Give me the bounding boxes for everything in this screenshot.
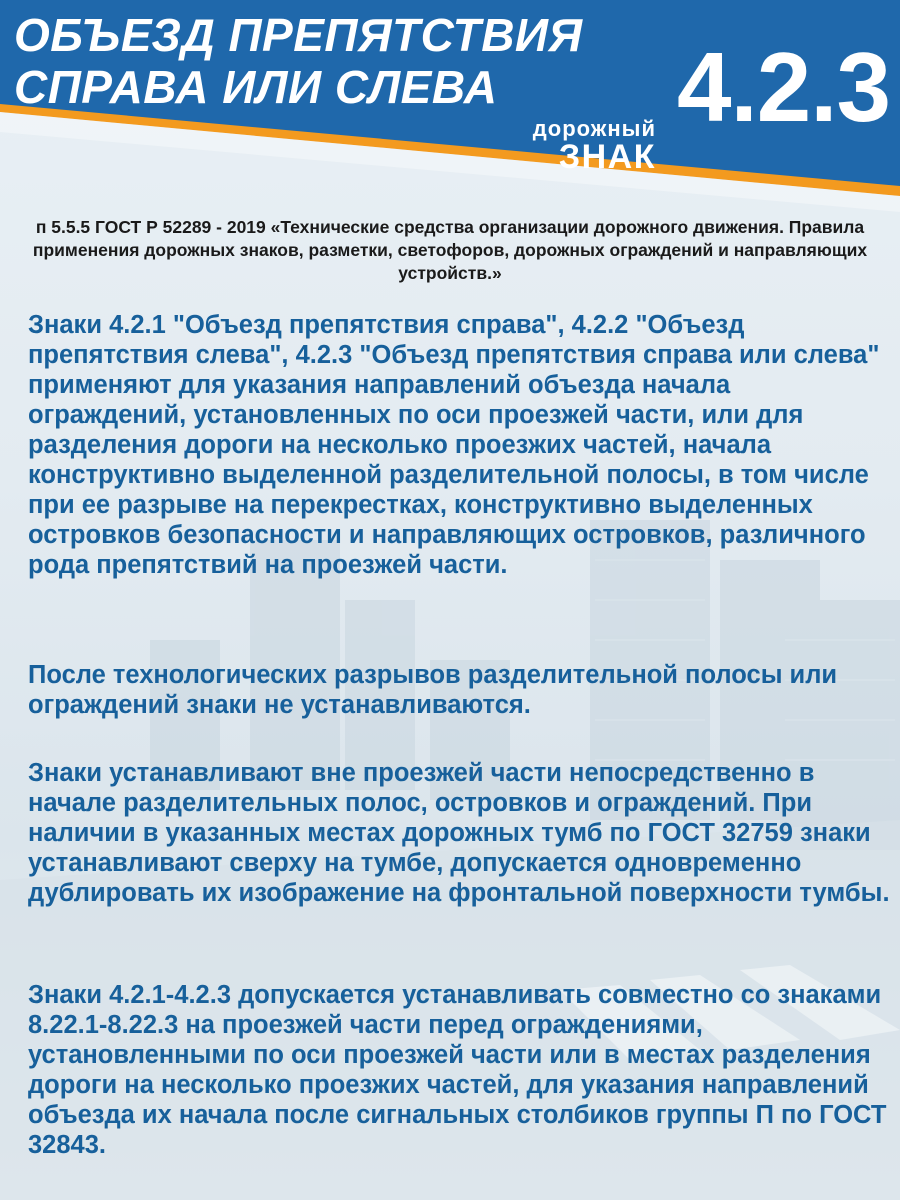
paragraph-application: Знаки 4.2.1 "Объезд препятствия справа", 4.2.2 "Объезд препятствия слева", 4.2.3 "Объезд препятствия справа или слева" применяют для указания направлений объезда начала ограждений, установленных по оси проезжей части, или для разделения дороги на несколько проезжих частей, начала конструктивно выделенной разделительной полосы, в том числе при ее разрыве на перекрестках, конструктивно выделенных островков безопасности и направляющих островков, различного рода препятствий на проезжей части. (28, 311, 880, 579)
subtitle-road: дорожный (532, 116, 656, 141)
sign-number: 4.2.3 (677, 32, 890, 142)
page-title-line-1: ОБЪЕЗД ПРЕПЯТСТВИЯ (14, 9, 583, 61)
paragraph-combined-use: Знаки 4.2.1-4.2.3 допускается устанавливать совместно со знаками 8.22.1-8.22.3 на проезжей части перед ограждениями, установленными по оси проезжей части или в местах разделения дороги на несколько проезжих частей, для указания направлений объезда их начала после сигнальных столбиков группы П по ГОСТ 32843. (28, 981, 887, 1159)
gost-reference: п 5.5.5 ГОСТ Р 52289 - 2019 «Технические средства организации дорожного движения. Правила применения дорожных знаков, разметки, светофоров, дорожных ограждений и направляющих устройств.» (32, 217, 868, 283)
subtitle-sign: ЗНАК (558, 138, 656, 176)
paragraph-not-installed: После технологических разрывов разделительной полосы или ограждений знаки не устанавливаются. (28, 661, 838, 719)
paragraph-installation: Знаки устанавливают вне проезжей части непосредственно в начале разделительных полос, островков и ограждений. При наличии в указанных местах дорожных тумб по ГОСТ 32759 знаки устанавливают сверху на тумбе, допускается одновременно дублировать их изображение на фронтальной поверхности тумбы. (28, 759, 890, 907)
page-title-line-2: СПРАВА ИЛИ СЛЕВА (14, 61, 498, 113)
